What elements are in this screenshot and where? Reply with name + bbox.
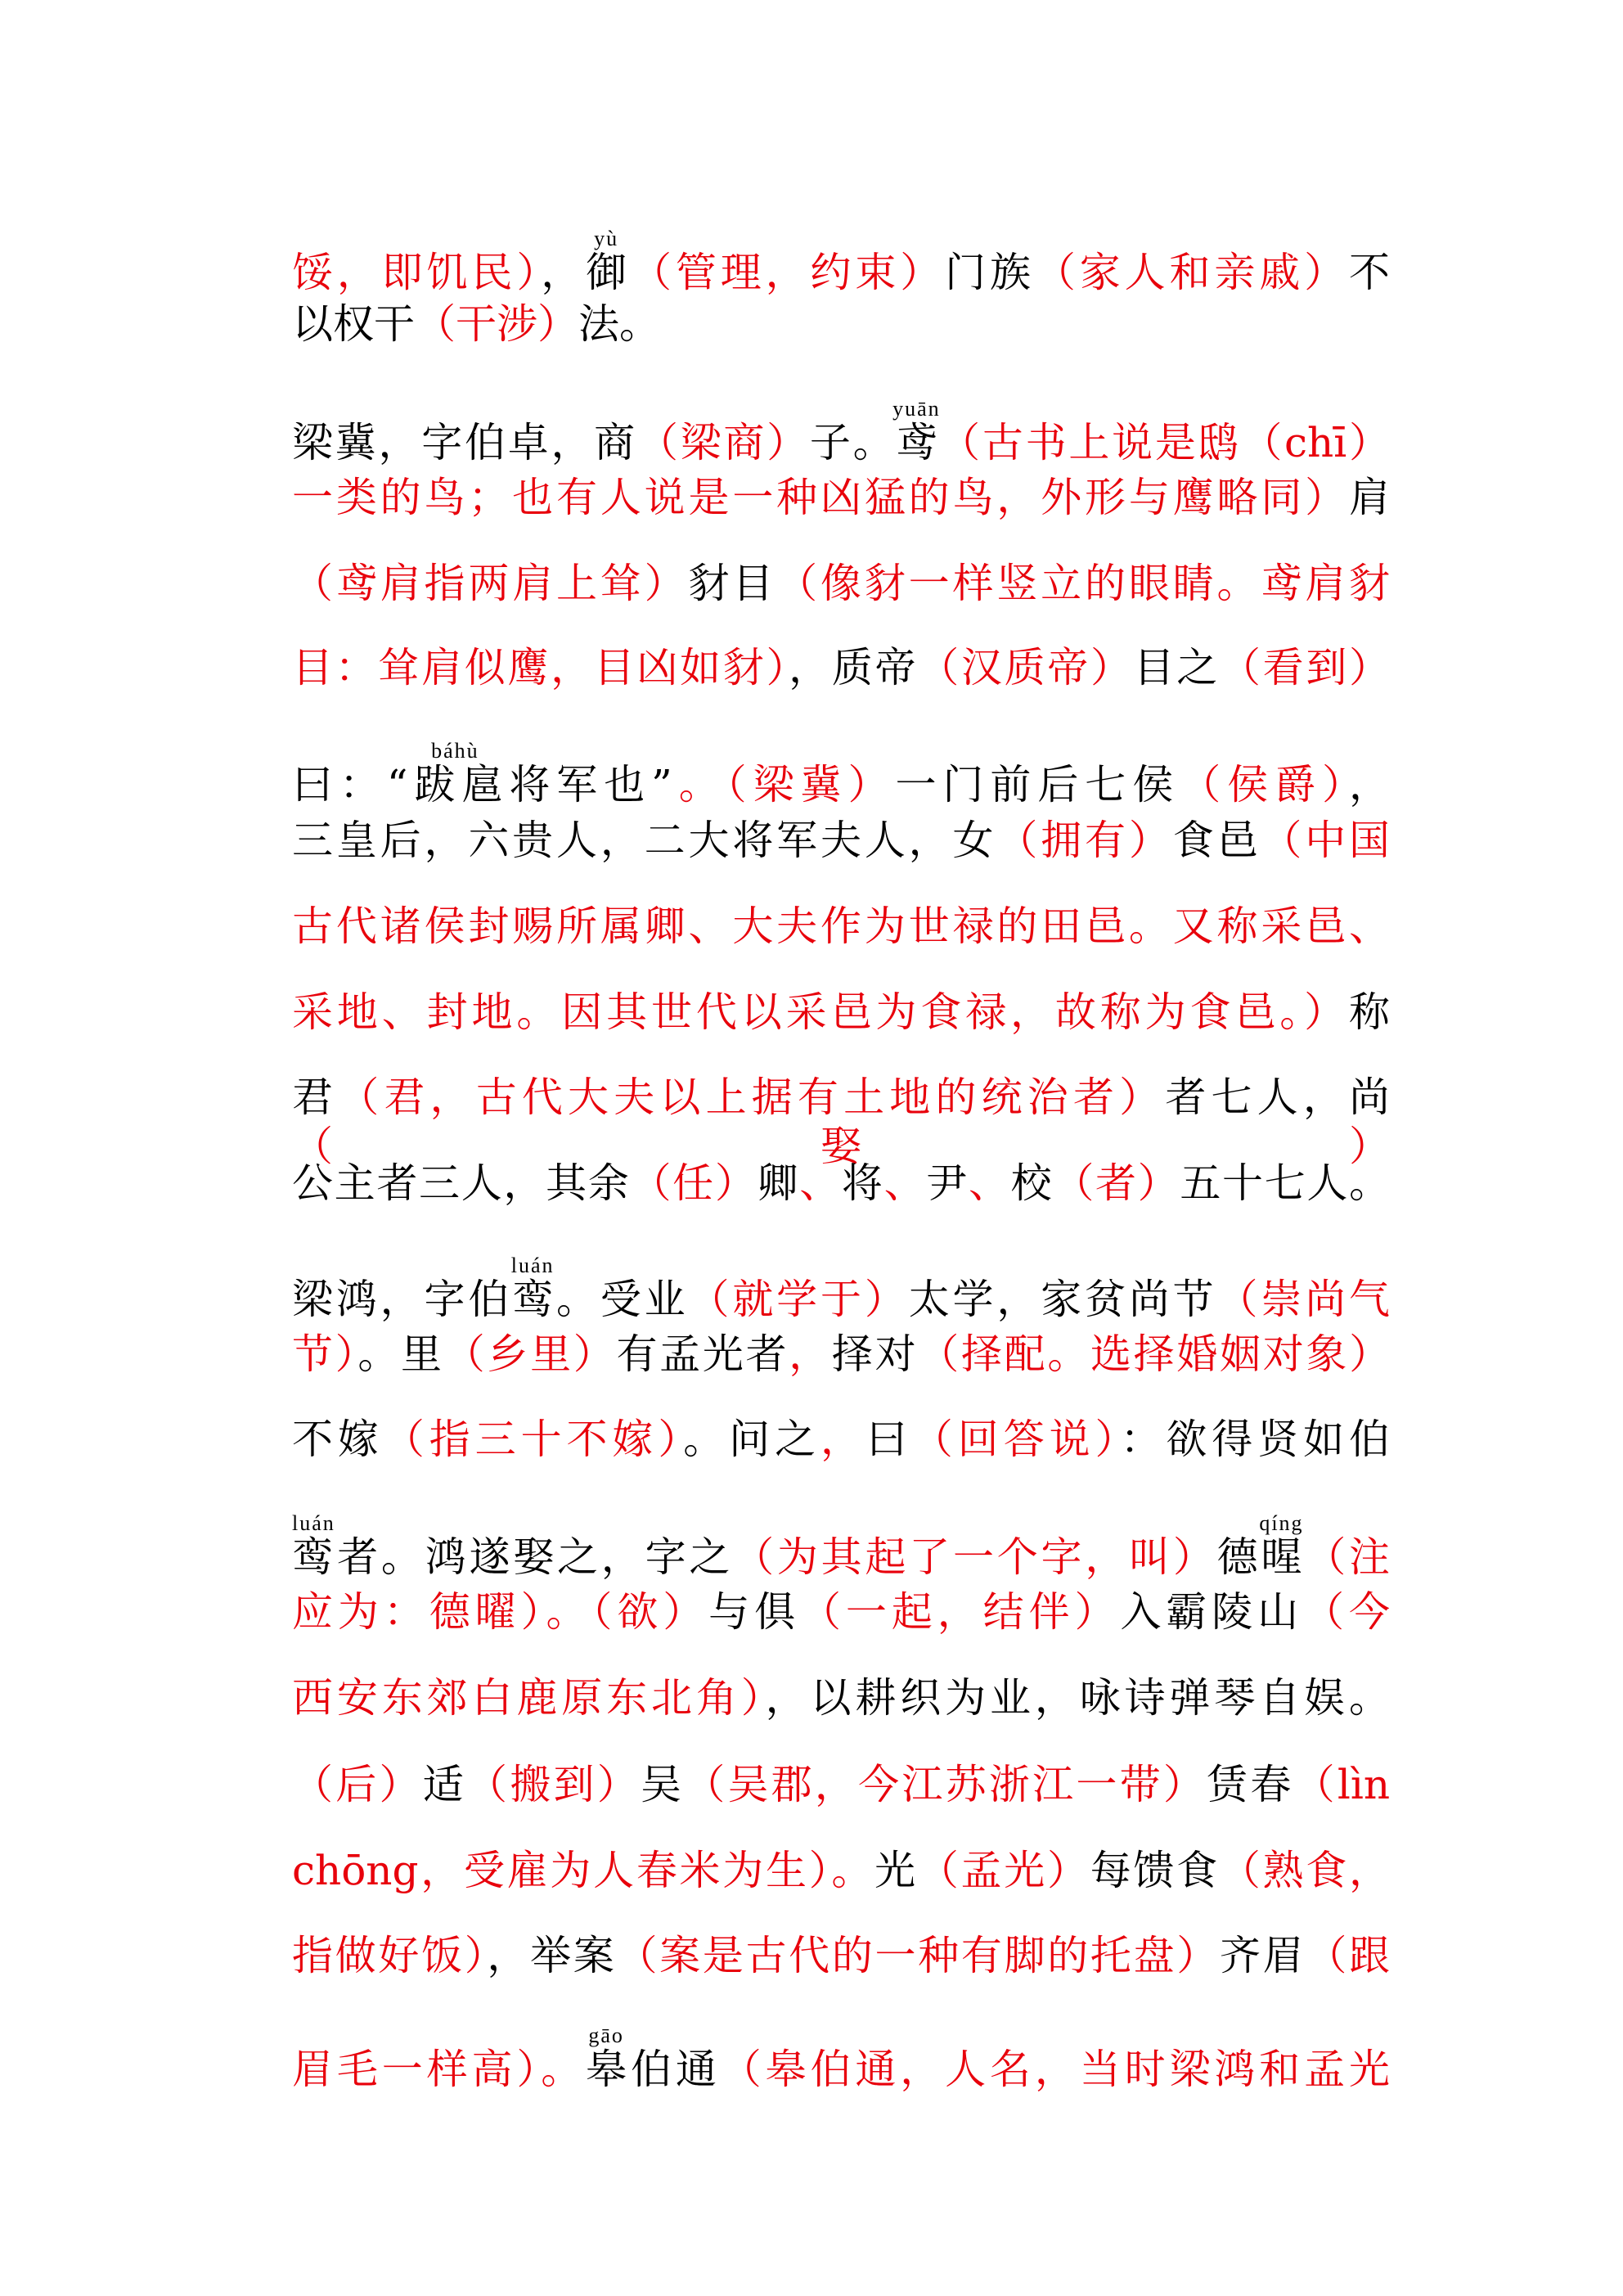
text-line xyxy=(292,2026,1390,2094)
text-line xyxy=(292,1673,1390,1722)
gloss-text: （今 xyxy=(1303,1588,1391,1636)
source-text: 将军也” xyxy=(509,761,672,808)
source-text: ，举案 xyxy=(487,1932,617,1979)
pinyin-annotation: luán xyxy=(510,1254,555,1277)
source-text: 梁鸿，字伯 xyxy=(292,1276,513,1323)
source-text: 不嫁 xyxy=(292,1416,384,1463)
gloss-text: ， xyxy=(789,1330,832,1378)
pinyin-annotation: yù xyxy=(586,227,627,250)
text-line xyxy=(292,741,1390,809)
pinyin-annotation: luán xyxy=(292,1511,335,1535)
gloss-text: 目：耸肩似鹰，目凶如豺） xyxy=(292,644,789,691)
source-text: 伯通 xyxy=(631,2046,721,2093)
text-line xyxy=(292,473,1390,522)
source-text: 将 xyxy=(841,1159,884,1207)
source-text: 门族 xyxy=(945,249,1035,296)
source-text: 太学，家贫尚节 xyxy=(908,1276,1217,1323)
annotated-word xyxy=(892,397,941,466)
gloss-text: 指做好饭） xyxy=(292,1932,488,1979)
gloss-text: （孟光） xyxy=(917,1847,1090,1894)
source-text: 梁冀，字伯卓，商 xyxy=(292,419,637,466)
source-text: 目之 xyxy=(1133,644,1220,691)
pinyin-annotation: gāo xyxy=(586,2024,627,2047)
gloss-text: （皋伯通，人名，当时梁鸿和孟光 xyxy=(720,2046,1390,2093)
annotated-word xyxy=(1259,1511,1304,1581)
source-text: 卿 xyxy=(757,1159,800,1207)
source-text: 。里 xyxy=(357,1330,444,1378)
gloss-text: 一类的鸟；也有人说是一种凶猛的鸟，外形与鹰略同） xyxy=(292,474,1349,521)
gloss-text: （管理，约束） xyxy=(631,249,946,296)
gloss-text: （干涉） xyxy=(415,300,578,348)
annotated-text: 鸾 xyxy=(510,1276,555,1323)
gloss-text: 西安东郊白鹿原东北角） xyxy=(292,1674,766,1722)
gloss-text: （就学于） xyxy=(688,1276,909,1323)
gloss-text: （指三十不嫁） xyxy=(383,1416,684,1463)
gloss-text: （回答说） xyxy=(911,1416,1121,1463)
text-line xyxy=(292,1159,1390,1208)
gloss-text: （一起，结伴） xyxy=(800,1588,1121,1636)
annotated-text: 皋 xyxy=(586,2046,631,2093)
annotated-word xyxy=(407,739,510,808)
source-text: 择对 xyxy=(831,1330,919,1378)
source-text: ：欲得贤如伯 xyxy=(1120,1416,1391,1463)
gloss-text: 节） xyxy=(292,1330,358,1378)
source-text: 子。 xyxy=(809,419,897,466)
text-line xyxy=(292,1256,1390,1324)
source-text: ， xyxy=(541,249,587,296)
gloss-text: （乡里） xyxy=(443,1330,617,1378)
gloss-text: （中国 xyxy=(1261,817,1391,864)
annotated-text: 御 xyxy=(586,249,631,296)
source-text: 法。 xyxy=(578,300,660,348)
gloss-text: （熟食， xyxy=(1219,1847,1391,1894)
gloss-text: （择配。选择婚姻对象） xyxy=(918,1330,1391,1378)
source-text: 每馈食 xyxy=(1090,1847,1220,1894)
source-text: 校 xyxy=(1010,1159,1054,1207)
pinyin-annotation: yuān xyxy=(892,397,941,421)
gloss-text: （后） xyxy=(292,1761,423,1808)
text-line xyxy=(292,643,1390,692)
text-line xyxy=(292,816,1390,865)
text-line xyxy=(292,559,1390,608)
source-text: 。问之 xyxy=(683,1416,821,1463)
gloss-text: 眉毛一样高）。 xyxy=(292,2046,587,2093)
source-text: 不 xyxy=(1349,249,1390,296)
gloss-text: （跟 xyxy=(1306,1932,1391,1979)
source-text: 曰 xyxy=(865,1416,912,1463)
text-line xyxy=(292,1073,1390,1171)
source-text: 。受业 xyxy=(553,1276,689,1323)
source-text: 一门前后七侯 xyxy=(895,761,1180,808)
text-line xyxy=(292,988,1390,1037)
text-line xyxy=(292,1415,1390,1464)
gloss-text: 、 xyxy=(799,1159,842,1207)
source-text: 三皇后，六贵人，二大将军夫人，女 xyxy=(292,817,997,864)
source-text: 肩 xyxy=(1349,474,1390,521)
gloss-text: （鸢肩指两肩上耸） xyxy=(292,560,689,607)
source-text: ，质帝 xyxy=(789,644,919,691)
gloss-text: （像豺一样竖立的眼睛。鸢肩豺 xyxy=(776,560,1391,607)
source-text: 赁春 xyxy=(1207,1761,1294,1808)
source-text: 者。鸿遂娶之，字之 xyxy=(334,1533,734,1581)
gloss-text: 古代诸侯封赐所属卿、大夫作为世禄的田邑。又称采邑、 xyxy=(292,903,1390,950)
gloss-text: （侯爵） xyxy=(1180,761,1349,808)
text-line xyxy=(292,902,1390,951)
gloss-text: ， xyxy=(820,1416,866,1463)
text-line xyxy=(292,1931,1390,1980)
gloss-text: （汉质帝） xyxy=(918,644,1134,691)
source-text: 食邑 xyxy=(1172,817,1261,864)
pinyin-annotation: qíng xyxy=(1259,1511,1304,1535)
source-text: 公主者三人，其余 xyxy=(292,1159,631,1207)
gloss-text: （搬到） xyxy=(465,1761,641,1808)
source-text: 者七人，尚 xyxy=(1165,1074,1391,1121)
text-line xyxy=(292,1330,1390,1379)
annotated-word xyxy=(586,2024,631,2093)
source-text: 豺目 xyxy=(688,560,777,607)
gloss-text: 、 xyxy=(968,1159,1011,1207)
text-line xyxy=(292,1760,1390,1809)
gloss-text: （为其起了一个字，叫） xyxy=(733,1533,1217,1581)
source-text: 尹 xyxy=(926,1159,969,1207)
gloss-text: 应为：德曜）。（欲） xyxy=(292,1588,709,1636)
source-text: 与俱 xyxy=(708,1588,801,1636)
source-text: 曰：“ xyxy=(292,761,408,808)
source-text: 适 xyxy=(422,1761,466,1808)
source-text: 吴 xyxy=(640,1761,685,1808)
source-text: 有孟光者 xyxy=(616,1330,789,1378)
source-text: ， xyxy=(1349,761,1390,808)
annotated-word xyxy=(586,227,631,296)
text-line xyxy=(292,229,1390,297)
annotated-text: 鸢 xyxy=(892,419,941,466)
source-text: 光 xyxy=(874,1847,918,1894)
annotated-word xyxy=(292,1511,335,1581)
source-text: 君 xyxy=(292,1074,339,1121)
gloss-text: （古书上说是鸱（chī） xyxy=(937,419,1390,466)
gloss-text: （君，古代大夫以上据有土地的统治者） xyxy=(338,1074,1166,1121)
source-text: 齐眉 xyxy=(1219,1932,1306,1979)
source-text: 五十七人。 xyxy=(1180,1159,1391,1207)
source-text: 以权干 xyxy=(292,300,415,348)
source-text: 入霸陵山 xyxy=(1120,1588,1304,1636)
gloss-text: （看到） xyxy=(1220,644,1391,691)
text-line xyxy=(292,1587,1390,1636)
gloss-text: （拥有） xyxy=(996,817,1173,864)
gloss-text: 。（梁冀） xyxy=(672,761,896,808)
source-text: 德 xyxy=(1216,1533,1261,1581)
gloss-text: （梁商） xyxy=(636,419,810,466)
gloss-text: chōng，受雇为人春米为生）。 xyxy=(292,1847,875,1894)
gloss-text: （者） xyxy=(1053,1159,1180,1207)
text-line xyxy=(292,1511,1390,1582)
annotated-word xyxy=(510,1254,555,1323)
text-line xyxy=(292,399,1390,467)
text-line xyxy=(292,299,1390,349)
pinyin-annotation: báhù xyxy=(407,739,503,763)
text-line xyxy=(292,1846,1390,1895)
annotated-text: 鸾 xyxy=(292,1533,335,1581)
source-text: 称 xyxy=(1349,988,1390,1036)
gloss-text: （任） xyxy=(630,1159,758,1207)
source-text: ，以耕织为业，咏诗弹琴自娱。 xyxy=(765,1674,1390,1722)
gloss-text: （案是古代的一种有脚的托盘） xyxy=(616,1932,1220,1979)
gloss-text: （家人和亲戚） xyxy=(1034,249,1349,296)
gloss-text: 、 xyxy=(883,1159,927,1207)
gloss-text: （娶） xyxy=(292,1123,1390,1170)
gloss-text: 馁，即饥民） xyxy=(292,249,542,296)
gloss-text: （注 xyxy=(1302,1533,1390,1581)
annotated-text: 跋扈 xyxy=(407,761,510,808)
gloss-text: 采地、封地。因其世代以采邑为食禄，故称为食邑。） xyxy=(292,988,1349,1036)
gloss-text: （吴郡，今江苏浙江一带） xyxy=(684,1761,1207,1808)
gloss-text: （崇尚气 xyxy=(1216,1276,1391,1323)
annotated-text: 暒 xyxy=(1259,1533,1304,1581)
gloss-text: （lìn xyxy=(1293,1761,1391,1808)
